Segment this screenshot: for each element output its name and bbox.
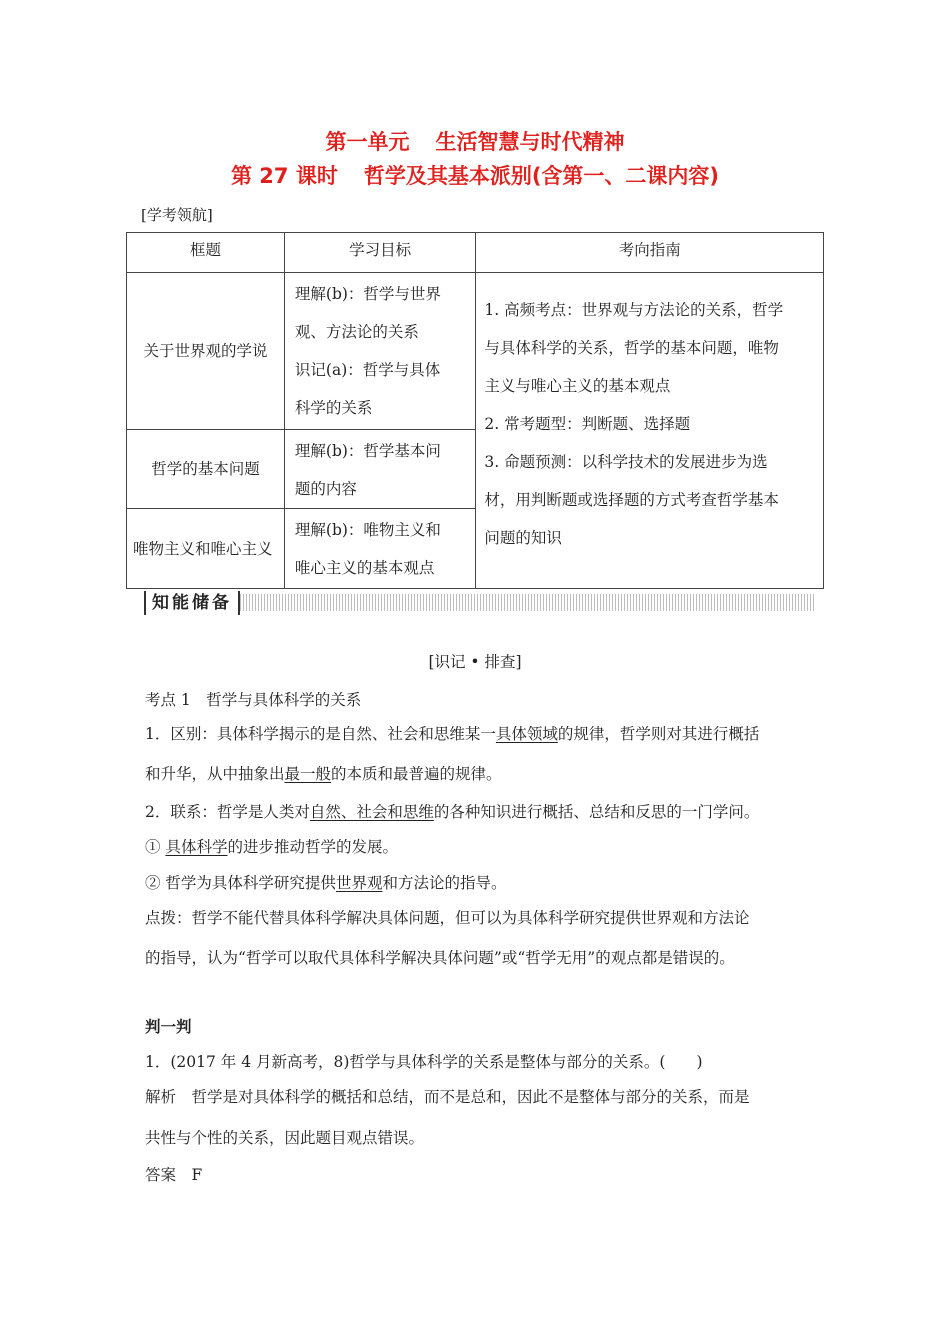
para1-line1: 1．区别：具体科学揭示的是自然、社会和思维某一具体领域的规律，哲学则对其进行概括 <box>145 725 760 743</box>
point-title: 考点 1 哲学与具体科学的关系 <box>145 691 362 709</box>
question: 1．(2017 年 4 月新高考，8)哲学与具体科学的关系是整体与部分的关系。( ) <box>145 1053 703 1071</box>
row1-goal: 理解(b)：哲学与世界 观、方法论的关系 识记(a)：哲学与具体 科学的关系 <box>284 273 476 430</box>
para3: ① 具体科学的进步推动哲学的发展。 <box>145 838 398 856</box>
section-banner <box>144 591 814 615</box>
header-goal: 学习目标 <box>284 233 476 273</box>
banner-hatch <box>240 594 814 611</box>
row2-frame: 哲学的基本问题 <box>127 430 285 509</box>
unit-title: 第一单元 生活智慧与时代精神 <box>325 130 625 154</box>
judge-title: 判一判 <box>145 1018 192 1036</box>
study-guide-table <box>126 232 824 589</box>
header-frame: 框题 <box>127 233 285 273</box>
row1-frame: 关于世界观的学说 <box>127 273 285 430</box>
para1-line2: 和升华，从中抽象出最一般的本质和最普遍的规律。 <box>145 765 502 783</box>
guide-cell: 1. 高频考点：世界观与方法论的关系，哲学 与具体科学的关系，哲学的基本问题，唯物 主义与唯心主义的基本观点 2. 常考题型：判断题、选择题 3. 命题预测：以科学技术的发展进步为选 材，用判断题或选择题的方式考查哲学基本 问题的知识 <box>476 273 824 589</box>
lesson-title: 第 27 课时 哲学及其基本派别(含第一、二课内容) <box>230 164 720 188</box>
banner-label: 知能储备 <box>144 591 240 615</box>
section-subtitle: [识记 • 排查] <box>428 653 522 671</box>
analysis-line1: 解析 哲学是对具体科学的概括和总结，而不是总和，因此不是整体与部分的关系，而是 <box>145 1088 750 1106</box>
nav-label: [学考领航] <box>141 206 213 224</box>
answer: 答案 F <box>145 1166 203 1184</box>
row3-frame: 唯物主义和唯心主义 <box>127 509 285 589</box>
para4: ② 哲学为具体科学研究提供世界观和方法论的指导。 <box>145 874 507 892</box>
row2-goal: 理解(b)：哲学基本问 题的内容 <box>284 430 476 509</box>
tip-line2: 的指导，认为“哲学可以取代具体科学解决具体问题”或“哲学无用”的观点都是错误的。 <box>145 949 735 967</box>
para2: 2．联系：哲学是人类对自然、社会和思维的各种知识进行概括、总结和反思的一门学问。 <box>145 803 760 821</box>
tip-line1: 点拨：哲学不能代替具体科学解决具体问题，但可以为具体科学研究提供世界观和方法论 <box>145 909 750 927</box>
header-guide: 考向指南 <box>476 233 824 273</box>
analysis-line2: 共性与个性的关系，因此题目观点错误。 <box>145 1129 425 1147</box>
row3-goal: 理解(b)：唯物主义和 唯心主义的基本观点 <box>284 509 476 589</box>
